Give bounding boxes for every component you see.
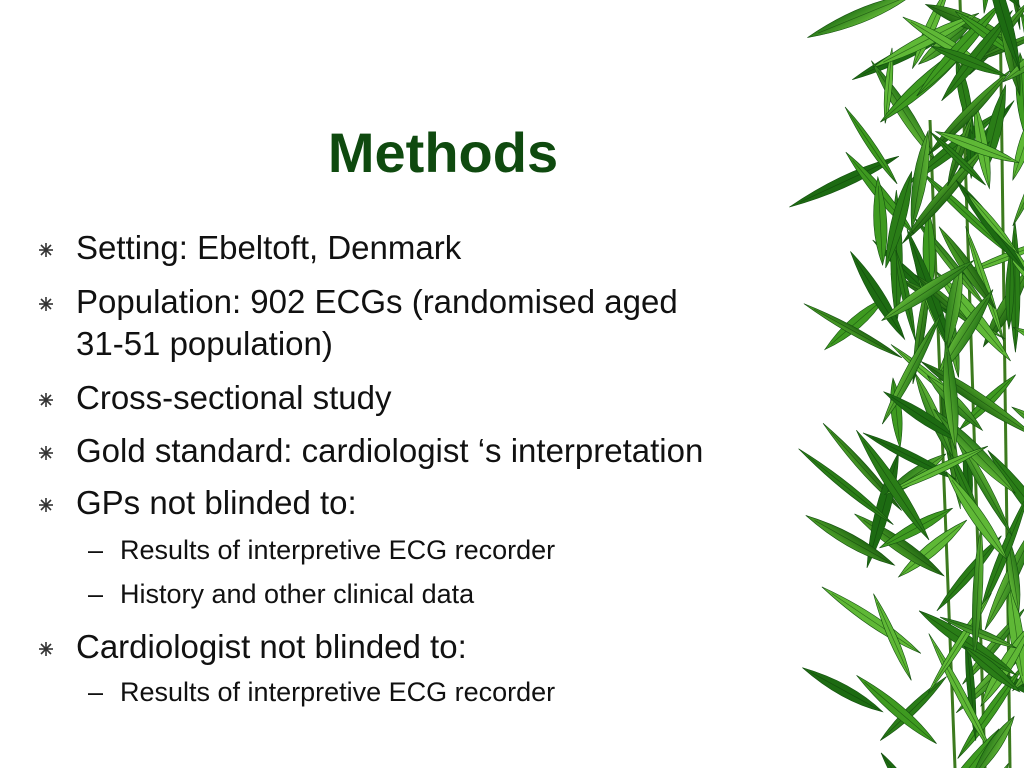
bullet-text: Setting: Ebeltoft, Denmark [76,229,462,266]
sub-bullet-text: Results of interpretive ECG recorder [120,677,556,707]
bullet-text: Cardiologist not blinded to: [76,628,467,665]
bullet-text: Gold standard: cardiologist ‘s interpretation [76,432,704,469]
sub-bullet-text: Results of interpretive ECG recorder [120,535,556,565]
asterisk-bullet-icon [38,445,54,461]
sub-bullet-text: History and other clinical data [120,579,475,609]
bullet-text-continuation: 31-51 population) [76,325,333,362]
asterisk-bullet-icon [38,242,54,258]
bullet-text: Population: 902 ECGs (randomised aged [76,283,678,320]
dash-icon: – [88,579,104,609]
asterisk-bullet-icon [38,641,54,657]
bullet-text: GPs not blinded to: [76,484,357,521]
slide-title: Methods [327,121,559,184]
asterisk-bullet-icon [38,392,54,408]
asterisk-bullet-icon [38,497,54,513]
dash-icon: – [88,677,104,707]
dash-icon: – [88,535,104,565]
asterisk-bullet-icon [38,296,54,312]
bullet-text: Cross-sectional study [76,379,392,416]
